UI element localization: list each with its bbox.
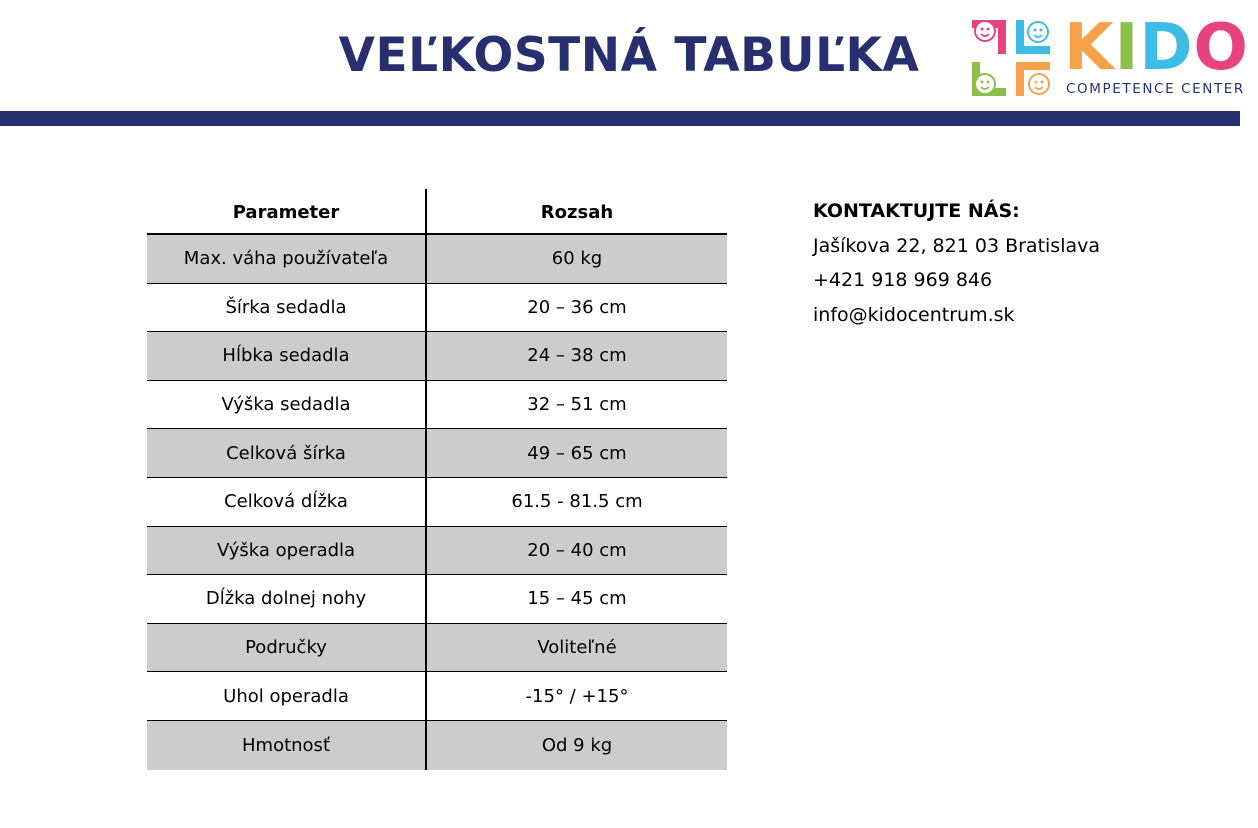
range-cell: 24 – 38 cm [527, 345, 627, 367]
table-row [147, 672, 727, 721]
table-row [147, 284, 727, 333]
parameter-cell: Celková dĺžka [147, 478, 427, 526]
range-cell: 20 – 40 cm [527, 539, 627, 561]
parameter-cell: Výška operadla [147, 527, 427, 575]
range-cell: 60 kg [551, 248, 603, 270]
table-row [147, 332, 727, 381]
parameter-cell: Područky [147, 624, 427, 672]
table-row [147, 575, 727, 624]
table-row [147, 235, 727, 284]
range-cell: 49 – 65 cm [527, 442, 627, 464]
kido-logo [968, 11, 1249, 102]
parameter-cell: Max. váha používateľa [147, 235, 427, 283]
parameter-cell: Dĺžka dolnej nohy [147, 575, 427, 623]
header-parameter: Parameter [147, 189, 427, 233]
range-cell: 20 – 36 cm [527, 296, 627, 318]
table-row [147, 624, 727, 673]
logo-letter-d: D [1139, 11, 1194, 85]
table-row [147, 527, 727, 576]
contact-heading: KONTAKTUJTE NÁS: [813, 200, 1020, 222]
header-band [0, 111, 1240, 126]
range-cell: -15° / +15° [525, 685, 629, 707]
page-title: VEĽKOSTNÁ TABUĽKA [338, 28, 920, 83]
size-table [147, 189, 727, 770]
table-row [147, 381, 727, 430]
range-cell: 61.5 - 81.5 cm [511, 491, 643, 513]
logo-wordmark [1064, 8, 1249, 88]
contact-phone: +421 918 969 846 [813, 269, 993, 291]
logo-letter-k: K [1064, 11, 1115, 85]
range-cell: 15 – 45 cm [527, 588, 627, 610]
parameter-cell: Výška sedadla [147, 381, 427, 429]
table-row [147, 429, 727, 478]
contact-address: Jašíkova 22, 821 03 Bratislava [813, 234, 1101, 257]
table-body [147, 235, 727, 770]
range-cell: Od 9 kg [541, 734, 613, 756]
range-cell: 32 – 51 cm [527, 394, 627, 416]
parameter-cell: Uhol operadla [147, 672, 427, 720]
table-row [147, 478, 727, 527]
parameter-cell: Šírka sedadla [147, 284, 427, 332]
parameter-cell: Hmotnosť [147, 721, 427, 770]
logo-letter-o: O [1193, 11, 1249, 85]
range-cell: Voliteľné [537, 637, 617, 659]
parameter-cell: Hĺbka sedadla [147, 332, 427, 380]
parameter-cell: Celková šírka [147, 429, 427, 477]
contact-block [813, 194, 1100, 332]
header-range: Rozsah [540, 201, 614, 223]
logo-letter-i: I [1114, 11, 1140, 85]
contact-email: info@kidocentrum.sk [813, 303, 1015, 326]
table-header-row [147, 189, 727, 235]
table-row [147, 721, 727, 770]
logo-subtitle: COMPETENCE CENTER [1066, 81, 1245, 97]
logo-tiles-icon [968, 12, 1058, 102]
